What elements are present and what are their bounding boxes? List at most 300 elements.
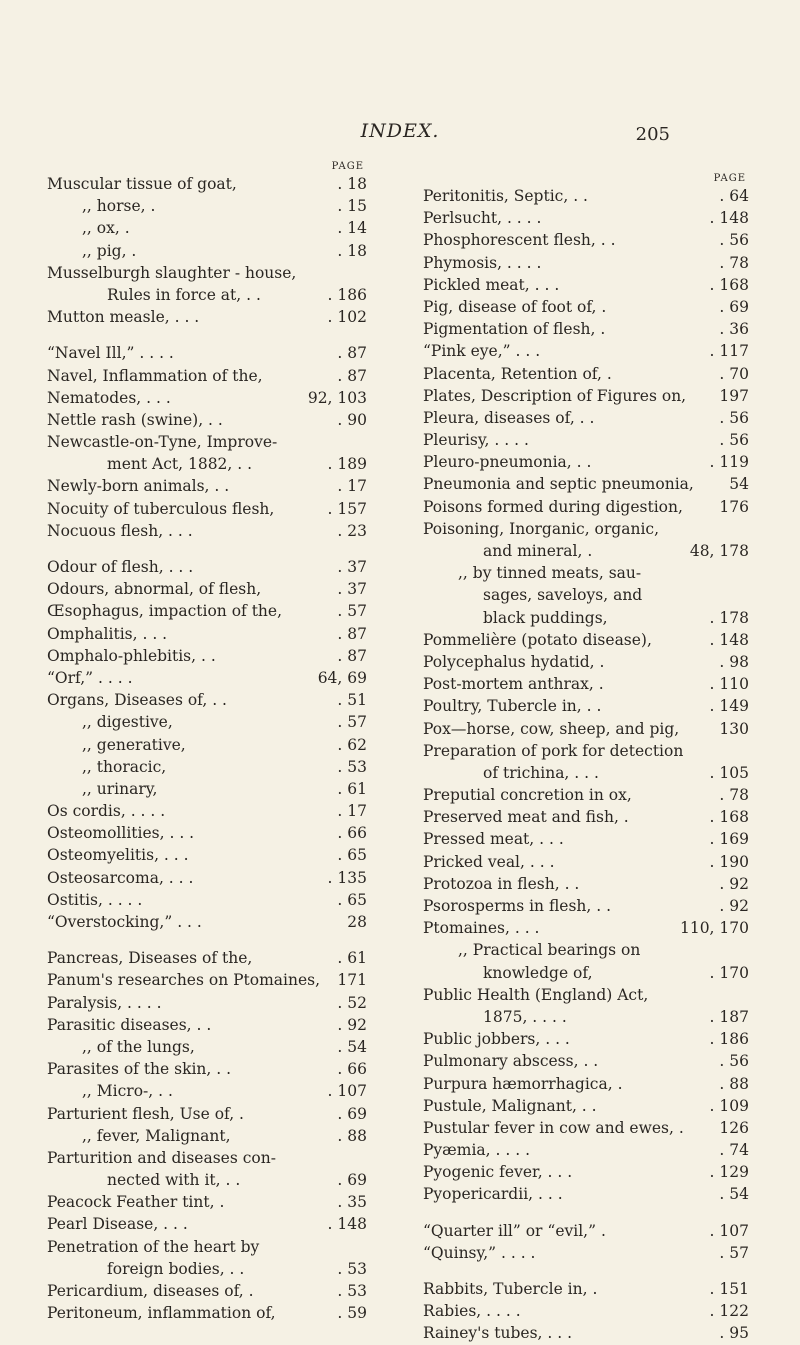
index-entry-page: . 92: [719, 874, 749, 893]
index-entry-text: Pleuro-pneumonia, . .: [423, 453, 592, 472]
index-entry-page: . 54: [337, 1037, 367, 1056]
index-entry-page: . 53: [337, 1259, 367, 1278]
index-entry-page: . 148: [709, 630, 749, 649]
index-entry-page: . 65: [337, 890, 367, 909]
index-entry-page: . 119: [709, 453, 749, 472]
index-entry-text: Poisons formed during digestion,: [423, 497, 683, 516]
index-entry-text: Pancreas, Diseases of the,: [47, 949, 253, 968]
index-entry: [47, 1236, 367, 1258]
index-entry-text: Pyæmia, . . . .: [423, 1141, 530, 1160]
index-entry: [423, 607, 749, 629]
index-entry: [47, 409, 367, 431]
index-entry-page: . 190: [709, 852, 749, 871]
index-entry: [47, 1302, 367, 1324]
index-entry: [47, 1125, 367, 1147]
index-entry-page: . 69: [719, 297, 749, 316]
index-entry-page: . 51: [337, 691, 367, 710]
index-entry-page: . 168: [709, 808, 749, 827]
index-entry-text: Polycephalus hydatid, .: [423, 652, 605, 671]
index-entry-text: Pig, disease of foot of, .: [423, 297, 607, 316]
index-entry: [47, 240, 367, 262]
index-entry-page: . 88: [337, 1126, 367, 1145]
index-entry: [47, 475, 367, 497]
index-entry-page: . 53: [337, 757, 367, 776]
index-entry-page: . 107: [327, 1082, 367, 1101]
index-entry-page: . 56: [719, 408, 749, 427]
index-entry: [423, 363, 749, 385]
index-entry: [423, 740, 749, 762]
index-entry-text: Parasites of the skin, . .: [47, 1060, 232, 1079]
index-entry: [423, 451, 749, 473]
running-title: INDEX.: [360, 120, 440, 142]
index-entry-text: Plates, Description of Figures on,: [423, 386, 687, 405]
index-entry-text: Public jobbers, . . .: [423, 1030, 570, 1049]
index-entry-text: Pleura, diseases of, . .: [423, 408, 595, 427]
index-entry-text: 1875, . . . .: [483, 1007, 567, 1026]
index-entry-page: . 102: [327, 308, 367, 327]
index-entry-page: 28: [347, 913, 367, 931]
index-entry: [423, 762, 749, 784]
index-entry-page: . 56: [719, 431, 749, 450]
index-entry-page: . 52: [337, 993, 367, 1012]
index-entry-page: . 98: [719, 652, 749, 671]
index-entry-text: Pearl Disease, . . .: [47, 1215, 188, 1234]
index-entry: [423, 407, 749, 429]
index-entry-text: Post-mortem anthrax, .: [423, 675, 604, 694]
index-entry: [423, 1006, 749, 1028]
index-entry: [47, 284, 367, 306]
index-entry: [47, 1258, 367, 1280]
index-entry-text: Rabies, . . . .: [423, 1302, 521, 1321]
index-entry: [47, 173, 367, 195]
index-entry-page: . 117: [709, 342, 749, 361]
index-entry-text: Organs, Diseases of, . .: [47, 691, 227, 710]
index-entry: [423, 828, 749, 850]
index-entry-text: Preparation of pork for detection: [423, 741, 684, 760]
index-entry-page: . 95: [719, 1324, 749, 1343]
index-entry: [423, 984, 749, 1006]
index-entry-text: Psorosperms in flesh, . .: [423, 897, 612, 915]
index-entry-text: ,, of the lungs,: [82, 1037, 195, 1056]
index-entry: [423, 629, 749, 651]
index-entry-page: . 59: [337, 1304, 367, 1323]
index-entry: [47, 689, 367, 711]
index-entry-page: 64, 69: [317, 668, 367, 687]
index-entry-page: . 148: [327, 1215, 367, 1234]
index-entry-page: 54: [729, 475, 749, 494]
index-entry-page: . 186: [327, 285, 367, 304]
index-entry-text: Pulmonary abscess, . .: [423, 1052, 599, 1071]
index-entry-text: Newly-born animals, . .: [47, 477, 230, 496]
index-entry-page: . 87: [337, 366, 367, 385]
index-entry-text: “Overstocking,” . . .: [47, 913, 202, 931]
index-entry-page: . 57: [337, 602, 367, 621]
index-entry: [47, 1036, 367, 1058]
index-entry-text: Navel, Inflammation of the,: [47, 366, 263, 385]
index-entry-page: 48, 178: [689, 542, 749, 560]
index-entry: [47, 969, 367, 991]
index-entry-page: . 57: [337, 713, 367, 732]
index-entry: [423, 207, 749, 229]
page-column-label: PAGE: [331, 161, 364, 172]
index-entry-text: Pox—horse, cow, sheep, and pig,: [423, 719, 680, 738]
index-entry-page: . 92: [719, 897, 749, 915]
index-entry-page: . 74: [719, 1141, 749, 1160]
index-entry-text: and mineral, .: [483, 542, 593, 560]
index-entry: [423, 340, 749, 362]
index-entry: [47, 1103, 367, 1125]
index-entry-text: Preserved meat and fish, .: [423, 808, 629, 827]
index-entry: [47, 1191, 367, 1213]
index-entry-text: Ptomaines, . . .: [423, 919, 540, 938]
index-entry-page: . 187: [709, 1007, 749, 1026]
index-entry-text: ,, generative,: [82, 735, 186, 754]
index-entry-page: 197: [719, 386, 749, 405]
index-column-left: [47, 160, 367, 1324]
index-entry-text: Osteomollities, . . .: [47, 824, 195, 843]
index-entry-text: Nocuous flesh, . . .: [47, 521, 193, 540]
index-entry: [47, 217, 367, 239]
index-entry-page: . 107: [709, 1221, 749, 1240]
index-entry: [423, 1139, 749, 1161]
index-entry: [47, 365, 367, 387]
index-entry-page: . 61: [337, 949, 367, 968]
index-entry-text: Peritonitis, Septic, . .: [423, 187, 588, 205]
index-entry-page: . 17: [337, 477, 367, 496]
index-entry: [423, 473, 749, 495]
index-entry: [423, 540, 749, 562]
index-entry-text: Nematodes, . . .: [47, 388, 171, 407]
index-entry-text: Ostitis, . . . .: [47, 890, 143, 909]
index-entry: [47, 889, 367, 911]
index-entry-text: “Quarter ill” or “evil,” .: [423, 1221, 606, 1240]
index-entry: [423, 252, 749, 274]
index-entry: [47, 867, 367, 889]
index-entry-text: Penetration of the heart by: [47, 1237, 260, 1256]
index-entry: [47, 578, 367, 600]
index-entry-text: “Orf,” . . . .: [47, 668, 133, 687]
index-entry-text: Poultry, Tubercle in, . .: [423, 697, 602, 716]
index-entry-page: . 37: [337, 558, 367, 576]
index-entry-text: ,, digestive,: [82, 713, 173, 732]
index-entry-text: Pigmentation of flesh, .: [423, 320, 606, 339]
index-entry-list: [423, 185, 749, 1345]
index-entry-text: Muscular tissue of goat,: [47, 175, 237, 193]
index-entry: [47, 1280, 367, 1302]
index-entry-page: . 157: [327, 499, 367, 518]
index-entry: [47, 1213, 367, 1235]
index-entry: [423, 584, 749, 606]
index-entry: [423, 518, 749, 540]
index-entry-page: . 66: [337, 1060, 367, 1079]
index-entry: [47, 431, 367, 453]
index-entry-page: . 87: [337, 624, 367, 643]
index-entry-page: . 15: [337, 197, 367, 216]
index-entry-text: Phosphorescent flesh, . .: [423, 231, 616, 250]
index-column-right: [423, 160, 749, 1345]
index-entry-page: . 87: [337, 646, 367, 665]
index-entry-page: . 178: [709, 608, 749, 627]
index-entry-page: . 62: [337, 735, 367, 754]
index-entry-page: . 78: [719, 253, 749, 272]
section-gap: [47, 933, 367, 947]
index-entry-page: . 54: [719, 1185, 749, 1204]
index-entry: [47, 911, 367, 933]
index-entry-text: Perlsucht, . . . .: [423, 209, 542, 228]
index-entry: [47, 556, 367, 578]
index-entry-text: Pricked veal, . . .: [423, 852, 555, 871]
index-entry-page: . 53: [337, 1282, 367, 1300]
index-entry: [423, 1073, 749, 1095]
index-entry-page: . 168: [709, 275, 749, 294]
index-entry: [423, 1278, 749, 1300]
index-entry: [423, 873, 749, 895]
index-entry-text: Odour of flesh, . . .: [47, 558, 194, 576]
index-entry-text: Placenta, Retention of, .: [423, 364, 612, 383]
index-entry-page: 171: [337, 971, 367, 990]
index-entry-text: Parasitic diseases, . .: [47, 1015, 212, 1034]
index-entry-page: . 129: [709, 1163, 749, 1182]
index-entry-text: Os cordis, . . . .: [47, 802, 166, 821]
index-entry-text: ,, pig, .: [82, 241, 137, 260]
index-entry-page: . 122: [709, 1302, 749, 1321]
index-entry: [47, 1058, 367, 1080]
index-entry-text: Pickled meat, . . .: [423, 275, 560, 294]
index-entry-text: ,, horse, .: [82, 197, 156, 216]
index-entry-page: . 37: [337, 580, 367, 599]
index-entry: [47, 1147, 367, 1169]
index-entry-page: . 61: [337, 779, 367, 798]
section-gap: [47, 328, 367, 342]
index-entry-page: . 18: [337, 241, 367, 260]
index-entry-page: . 135: [327, 868, 367, 887]
index-entry: [423, 1220, 749, 1242]
index-entry: [423, 1161, 749, 1183]
index-entry: [423, 185, 749, 207]
index-entry: [423, 1242, 749, 1264]
index-entry: [47, 756, 367, 778]
index-entry-page: . 87: [337, 344, 367, 363]
index-entry-text: foreign bodies, . .: [107, 1259, 245, 1278]
index-entry: [47, 1169, 367, 1191]
index-entry-page: . 151: [709, 1280, 749, 1298]
index-entry-text: “Pink eye,” . . .: [423, 342, 541, 361]
index-entry-page: . 148: [709, 209, 749, 228]
index-entry-page: . 18: [337, 175, 367, 193]
index-entry-text: ,, thoracic,: [82, 757, 167, 776]
index-entry-page: . 56: [719, 1052, 749, 1071]
index-entry-text: ment Act, 1882, . .: [107, 455, 253, 474]
index-entry-text: Rules in force at, . .: [107, 285, 261, 304]
index-entry-text: Œsophagus, impaction of the,: [47, 602, 283, 621]
index-entry-page: . 36: [719, 320, 749, 339]
index-entry-text: Rainey's tubes, . . .: [423, 1324, 573, 1343]
index-entry-text: Paralysis, . . . .: [47, 993, 162, 1012]
index-entry-text: Newcastle-on-Tyne, Improve-: [47, 433, 278, 452]
index-entry: [423, 496, 749, 518]
index-entry: [423, 229, 749, 251]
index-entry-text: knowledge of,: [483, 963, 593, 982]
index-entry-page: . 23: [337, 521, 367, 540]
index-entry-text: Peacock Feather tint, .: [47, 1193, 225, 1212]
index-entry: [423, 1117, 749, 1139]
index-entry: [423, 917, 749, 939]
index-entry-text: Nocuity of tuberculous flesh,: [47, 499, 275, 518]
index-entry: [47, 947, 367, 969]
index-entry-text: Pyopericardii, . . .: [423, 1185, 563, 1204]
index-entry: [47, 734, 367, 756]
index-entry: [47, 387, 367, 409]
index-entry-text: Rabbits, Tubercle in, .: [423, 1280, 598, 1298]
index-entry: [47, 992, 367, 1014]
index-entry-page: . 186: [709, 1030, 749, 1049]
index-entry: [47, 520, 367, 542]
index-entry: [47, 822, 367, 844]
index-entry-text: ,, urinary,: [82, 779, 158, 798]
index-entry-text: ,, Practical bearings on: [458, 941, 641, 960]
index-entry-text: Pressed meat, . . .: [423, 830, 564, 849]
page-number: 205: [635, 124, 670, 145]
index-entry: [47, 342, 367, 364]
index-entry-text: nected with it, . .: [107, 1171, 241, 1190]
index-entry-page: 92, 103: [307, 388, 367, 407]
index-entry-text: Nettle rash (swine), . .: [47, 410, 223, 429]
index-entry: [47, 600, 367, 622]
page-column-label: PAGE: [713, 173, 746, 184]
index-entry: [423, 718, 749, 740]
index-entry-text: “Quinsy,” . . . .: [423, 1243, 536, 1262]
index-entry-text: Protozoa in flesh, . .: [423, 874, 580, 893]
index-entry-text: ,, by tinned meats, sau-: [458, 564, 642, 583]
section-gap: [47, 542, 367, 556]
index-entry: [47, 778, 367, 800]
index-entry-text: Phymosis, . . . .: [423, 253, 542, 272]
index-entry-text: Pneumonia and septic pneumonia,: [423, 475, 694, 494]
index-entry: [423, 962, 749, 984]
index-entry-page: . 92: [337, 1015, 367, 1034]
index-entry-page: . 66: [337, 824, 367, 843]
index-entry-page: . 17: [337, 802, 367, 821]
index-entry: [47, 711, 367, 733]
index-entry-text: ,, fever, Malignant,: [82, 1126, 231, 1145]
index-entry-page: . 65: [337, 846, 367, 865]
index-entry-text: Pericardium, diseases of, .: [47, 1282, 254, 1300]
index-entry: [47, 306, 367, 328]
index-entry: [47, 623, 367, 645]
index-entry-text: Poisoning, Inorganic, organic,: [423, 519, 660, 538]
index-entry-page: . 170: [709, 963, 749, 982]
index-entry-text: Pleurisy, . . . .: [423, 431, 529, 450]
index-entry-text: ,, Micro-, . .: [82, 1082, 173, 1101]
index-entry: [423, 695, 749, 717]
index-entry: [47, 1014, 367, 1036]
index-entry: [423, 1028, 749, 1050]
index-entry: [47, 1080, 367, 1102]
index-entry-text: Osteosarcoma, . . .: [47, 868, 194, 887]
index-entry-page: 176: [719, 497, 749, 516]
index-entry-page: . 56: [719, 231, 749, 250]
index-entry-text: Odours, abnormal, of flesh,: [47, 580, 262, 599]
index-entry: [423, 1183, 749, 1205]
index-entry-text: Parturition and diseases con-: [47, 1148, 276, 1167]
index-entry-text: Omphalo-phlebitis, . .: [47, 646, 216, 665]
index-entry-page: . 69: [337, 1171, 367, 1190]
index-entry-page: . 57: [719, 1243, 749, 1262]
index-entry-text: Purpura hæmorrhagica, .: [423, 1074, 623, 1093]
index-entry: [423, 851, 749, 873]
index-entry: [423, 385, 749, 407]
index-entry-page: . 78: [719, 786, 749, 805]
index-entry: [47, 667, 367, 689]
index-entry-text: sages, saveloys, and: [483, 586, 643, 605]
index-entry: [423, 895, 749, 917]
index-entry-text: Pustule, Malignant, . .: [423, 1096, 597, 1115]
index-entry-text: Omphalitis, . . .: [47, 624, 168, 643]
index-entry-text: Peritoneum, inflammation of,: [47, 1304, 276, 1323]
index-entry: [423, 1095, 749, 1117]
index-entry: [423, 1322, 749, 1344]
index-entry: [47, 195, 367, 217]
index-entry: [47, 262, 367, 284]
index-entry-page: 110, 170: [679, 919, 749, 938]
index-entry-text: Preputial concretion in ox,: [423, 786, 632, 805]
index-entry: [47, 645, 367, 667]
index-entry-list: [47, 173, 367, 1324]
index-entry-text: ,, ox, .: [82, 219, 130, 238]
index-entry: [423, 1300, 749, 1322]
index-entry: [423, 806, 749, 828]
index-entry: [423, 274, 749, 296]
index-entry: [423, 296, 749, 318]
index-entry-page: . 110: [709, 675, 749, 694]
index-entry: [47, 800, 367, 822]
section-gap: [423, 1206, 749, 1220]
index-entry: [423, 673, 749, 695]
index-entry-text: Pustular fever in cow and ewes, .: [423, 1118, 684, 1137]
index-entry-text: Parturient flesh, Use of, .: [47, 1104, 244, 1123]
index-entry-page: . 90: [337, 410, 367, 429]
index-entry-text: black puddings,: [483, 608, 608, 627]
index-entry: [423, 939, 749, 961]
index-entry-text: Panum's researches on Ptomaines,: [47, 971, 321, 990]
index-entry-page: 126: [719, 1118, 749, 1137]
index-entry-page: . 105: [709, 763, 749, 782]
index-entry-text: “Navel Ill,” . . . .: [47, 344, 174, 363]
index-entry-page: . 14: [337, 219, 367, 238]
index-entry: [423, 651, 749, 673]
index-entry: [423, 1050, 749, 1072]
index-entry: [423, 562, 749, 584]
index-entry: [423, 784, 749, 806]
index-entry-page: . 169: [709, 830, 749, 849]
index-entry-page: . 35: [337, 1193, 367, 1212]
section-gap: [423, 1264, 749, 1278]
index-entry-page: . 88: [719, 1074, 749, 1093]
index-entry: [47, 844, 367, 866]
index-entry-text: Musselburgh slaughter - house,: [47, 263, 297, 282]
index-entry: [47, 453, 367, 475]
index-entry-text: Osteomyelitis, . . .: [47, 846, 189, 865]
index-entry-page: 130: [719, 719, 749, 738]
index-entry: [423, 318, 749, 340]
index-entry-page: . 70: [719, 364, 749, 383]
index-entry-page: . 64: [719, 187, 749, 205]
index-entry-page: . 149: [709, 697, 749, 716]
index-entry: [423, 429, 749, 451]
index-entry-page: . 189: [327, 455, 367, 474]
index-entry-text: Pommelière (potato disease),: [423, 630, 652, 649]
running-head: [0, 120, 800, 150]
